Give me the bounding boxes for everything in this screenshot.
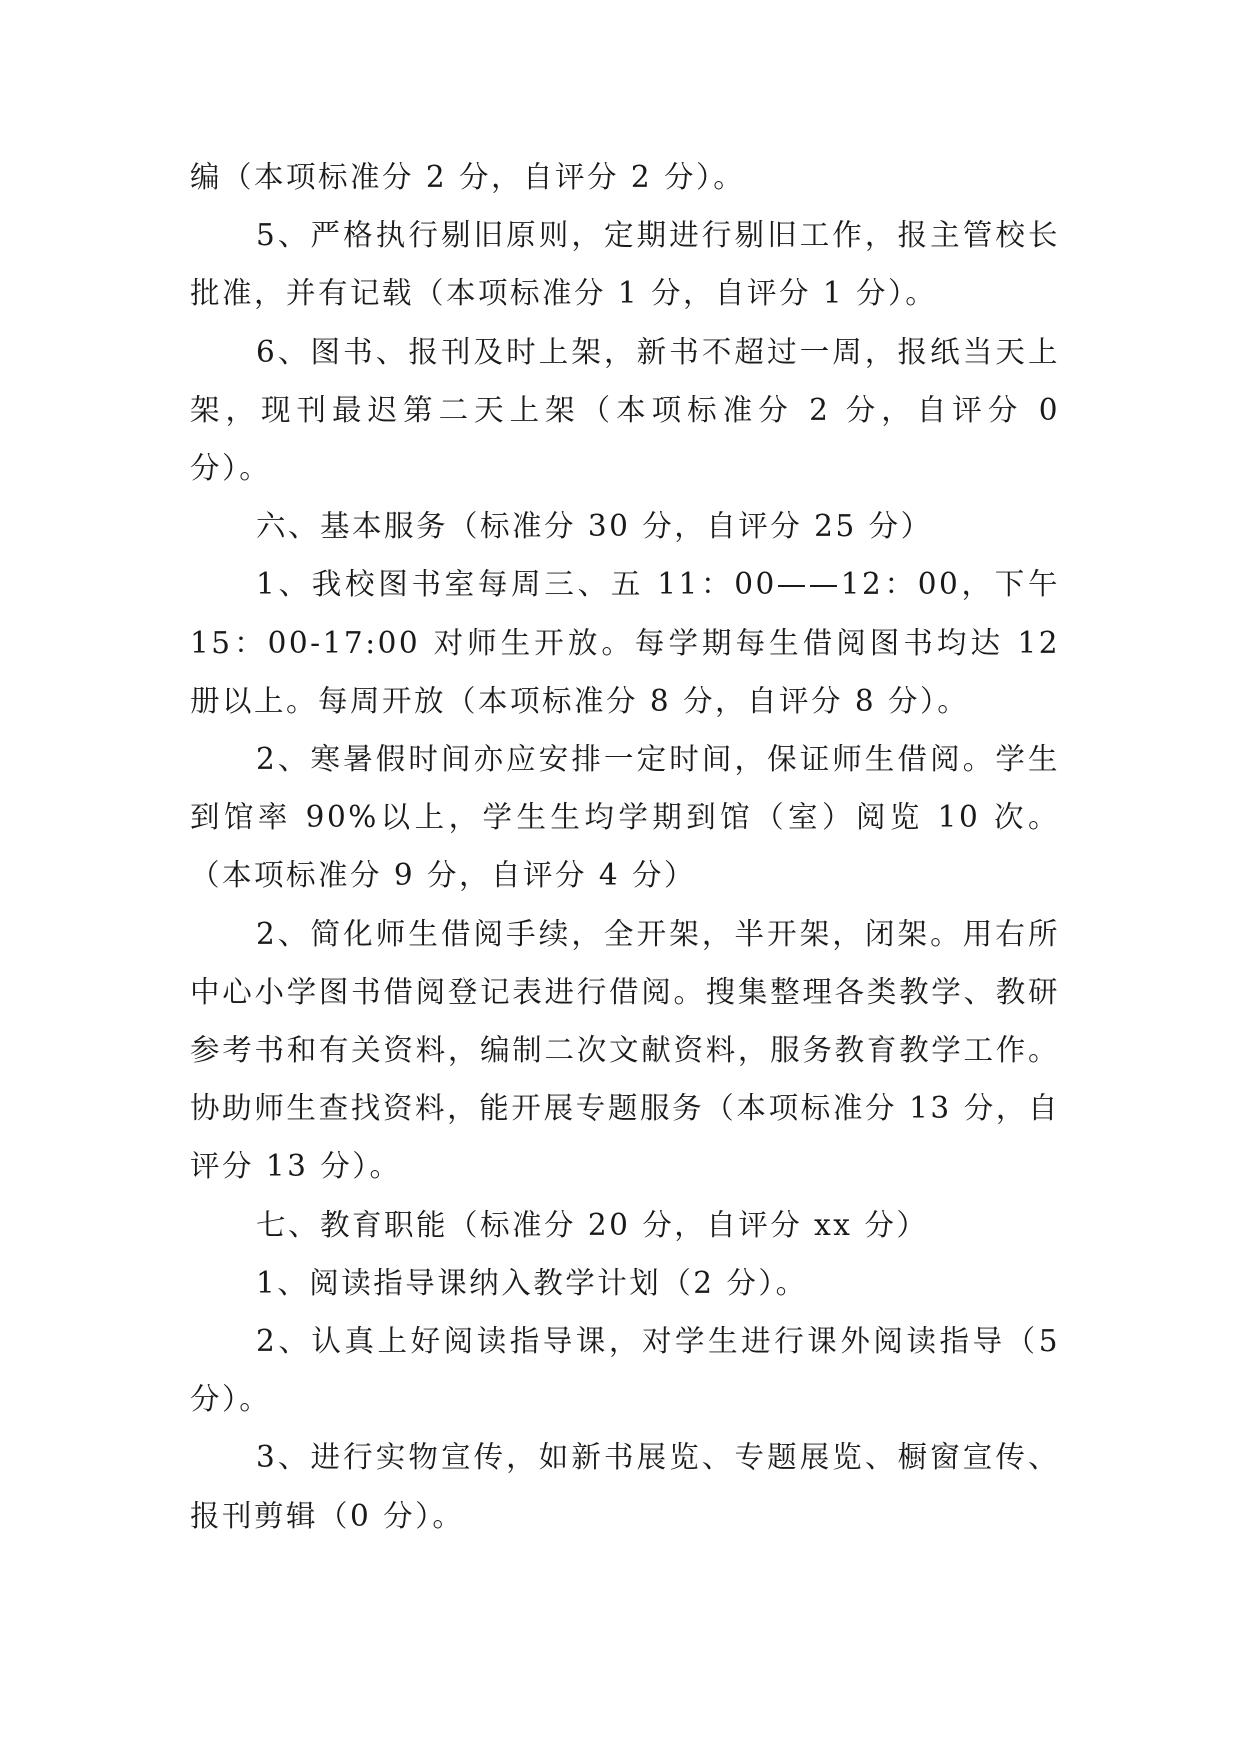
paragraph-education-3: 3、进行实物宣传，如新书展览、专题展览、橱窗宣传、报刊剪辑（0 分）。 [190, 1440, 1060, 1533]
section-heading-basic-service: 六、基本服务（标准分 30 分，自评分 25 分） [256, 509, 933, 544]
paragraph-education-2: 2、认真上好阅读指导课，对学生进行课外阅读指导（5 分）。 [190, 1324, 1060, 1417]
paragraph-item-5: 5、严格执行剔旧原则，定期进行剔旧工作，报主管校长批准，并有记载（本项标准分 1 分，自评分 1 分）。 [190, 218, 1060, 311]
paragraph-item-6: 6、图书、报刊及时上架，新书不超过一周，报纸当天上架，现刊最迟第二天上架（本项标准分 2 分，自评分 0 分）。 [190, 334, 1060, 486]
document-body [190, 148, 1060, 1545]
paragraph-continuation: 编（本项标准分 2 分，自评分 2 分）。 [190, 160, 746, 194]
paragraph-service-2b: 2、简化师生借阅手续，全开架，半开架，闭架。用右所中心小学图书借阅登记表进行借阅。搜集整理各类教学、教研参考书和有关资料，编制二次文献资料，服务教育教学工作。协助师生查找资料，能开展专题服务（本项标准分 13 分，自评分 13 分）。 [190, 916, 1060, 1184]
paragraph-service-2a: 2、寒暑假时间亦应安排一定时间，保证师生借阅。学生到馆率 90%以上，学生生均学期到馆（室）阅览 10 次。（本项标准分 9 分，自评分 4 分） [190, 742, 1060, 893]
paragraph-service-1: 1、我校图书室每周三、五 11：00——12：00，下午 15：00-17:00 对师生开放。每学期每生借阅图书均达 12 册以上。每周开放（本项标准分 8 分，自评分 8 分）。 [190, 567, 1060, 718]
paragraph-education-1: 1、阅读指导课纳入教学计划（2 分）。 [256, 1265, 808, 1300]
section-heading-education-function: 七、教育职能（标准分 20 分，自评分 xx 分） [256, 1207, 929, 1242]
